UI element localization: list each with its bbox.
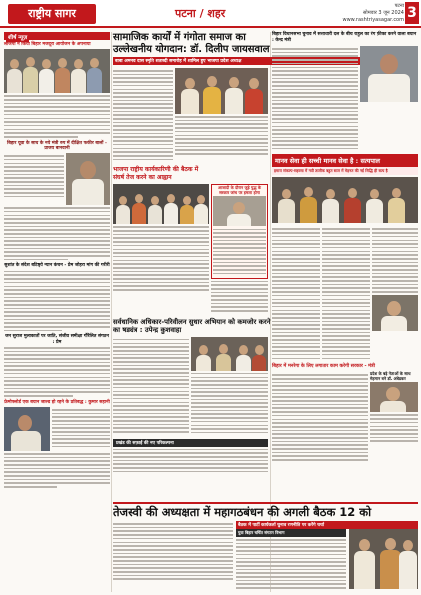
page-number: 3 [405, 2, 419, 24]
banner-story-col-3 [372, 228, 418, 292]
side-box [211, 184, 268, 278]
top-right-story-body [272, 46, 358, 151]
left-story-5-body-cont [4, 453, 110, 488]
left-story-2-body-cont [4, 207, 110, 260]
side-box-photo [213, 196, 266, 226]
bottom-left-block [113, 521, 233, 582]
right-red-banner-sub: हमारा संकल्प-सहरसा में नयी तालीक बहुत साल में मेहनत की नई सिद्धि ही सत्य है [272, 167, 418, 175]
right-side-story-body [370, 414, 418, 441]
bottom-left-body [113, 523, 233, 580]
lower-strip-body [113, 449, 268, 473]
meta-city: पटना [394, 3, 404, 9]
lower-story-photo [191, 337, 268, 371]
section-tag: शीर्ष न्यूज़ [6, 32, 29, 42]
bottom-sub-strip: बैठक में पार्टी कार्यकर्ता चुनाव रणनीति पर करेंगे चर्चा [236, 521, 418, 529]
meeting-photo [113, 184, 209, 224]
top-right-story-title: बिहार विधानसभा चुनाव में सत्ताधारी दल के बीच राहुल का रंग फ़ीका करने वाला बयान : केन्द्र मंत्री [272, 32, 417, 43]
bottom-mid-body [236, 539, 346, 589]
right-mid-story-body [272, 372, 368, 463]
bottom-photo [349, 529, 418, 589]
page-section-title: पटना / शहर [175, 7, 226, 20]
left-column [4, 32, 110, 592]
left-story-2-body [4, 153, 64, 205]
side-story-body [211, 281, 268, 312]
section-tag-bar [4, 32, 110, 40]
left-story-1-body [4, 95, 110, 137]
meta-date: सोमवार 3 जून 2024 [363, 10, 404, 16]
left-story-5-body [52, 407, 110, 451]
center-story-title: भाजपा राष्ट्रीय कार्यकारिणी की बैठक में संघर्ष तेज करने का आह्वान [113, 166, 199, 182]
left-story-4-title: जन सुराज मुलाकातों पर जाति, संजीव समीक्षा गौरैलित संगठन : प्रेम [5, 334, 109, 345]
main-event-photo [175, 68, 268, 114]
portrait-photo [66, 153, 110, 205]
left-story-3-title: सुशांत के संदेश बटिष्ठ्ये न्यान कंचन - प्रेम जोहरा मांग की गरीरी [4, 263, 110, 269]
side-box-title: आजादी के दौरान जुड़े युद्ध के सरकार जांच पर हमला होगा [217, 185, 262, 195]
banner-story-col-1 [272, 226, 320, 361]
bottom-mid-block [236, 529, 346, 591]
right-red-banner: मानव सेवा ही सच्ची मानव सेवा है : सत्यपाल [272, 154, 418, 167]
paper-logo: राष्ट्रीय सागर [8, 4, 96, 24]
main-headline-line-1: सामाजिक कार्यों में गंगोता समाज का [113, 32, 246, 43]
left-story-5-title: फ्रेमोफ्लोर्ड एक बयान जाल्ड हो रहने के प्रतिबद्ध : कुमार सहानी [4, 399, 110, 405]
left-story-1-title: लोजपा ने किया बिहार मजदूरा आयोजन के अपनाया [4, 42, 91, 47]
right-mid-story-title: बिहार में मनरेगा के लिए लगातार काम करेगी सरकार - मंत्री [272, 364, 375, 370]
center-story-body [113, 226, 209, 290]
main-headline-line-2: उल्लेखनीय योगदान: डॉ. दिलीप जायसवाल [113, 44, 270, 55]
left-story-4-body [4, 347, 110, 397]
small-right-photo [372, 295, 418, 331]
main-story-col-1 [113, 68, 173, 162]
minister-photo [360, 46, 418, 102]
masthead [0, 0, 421, 28]
lower-story-col-1 [113, 337, 189, 436]
lower-strip: प्रखंड की सफ़ाई की नए परिकल्पना [113, 439, 268, 447]
banner-event-photo [272, 177, 418, 223]
main-story-col-2 [175, 116, 268, 154]
masthead-meta [328, 3, 404, 24]
meta-website: www.rashtriyasagar.com [342, 17, 404, 23]
bottom-headline: तेजस्वी की अध्यक्षता में महागठबंधन की अगली बैठक 12 को [113, 505, 372, 519]
banner-story-col-2 [322, 226, 370, 361]
main-strap: बाबा अमनव दास स्मृति शताब्दी समारोह में शामिल हुए भाजपा प्रदेश अध्यक्ष [113, 57, 413, 65]
bottom-small-box: युवा बिहार चर्चित संगठन विभाग [236, 529, 346, 537]
right-side-photo [370, 382, 418, 412]
bottom-rule [113, 502, 418, 504]
group-photo [4, 49, 110, 93]
left-story-2-title: बिहार यूवा के साथ के नये मंत्री रुप में दीक्षित फकीर बालों - प्राजय बानवानी [7, 140, 107, 151]
lower-story-col-2 [191, 373, 268, 434]
side-box-body [213, 229, 266, 275]
left-story-3-body [4, 271, 110, 332]
lower-story-title: सर्वधानिक अधिकार-परिवीलन सुधार अभियान को कमजोर करने का षड्यंत्र : उपेन्द्र कुशवाहा [113, 317, 271, 335]
right-side-story-title: प्रदेश के बड़े नेताओं के साथ मेहमान बने डॉ. अंबेडकर [370, 371, 411, 381]
speaker-photo [4, 407, 50, 451]
